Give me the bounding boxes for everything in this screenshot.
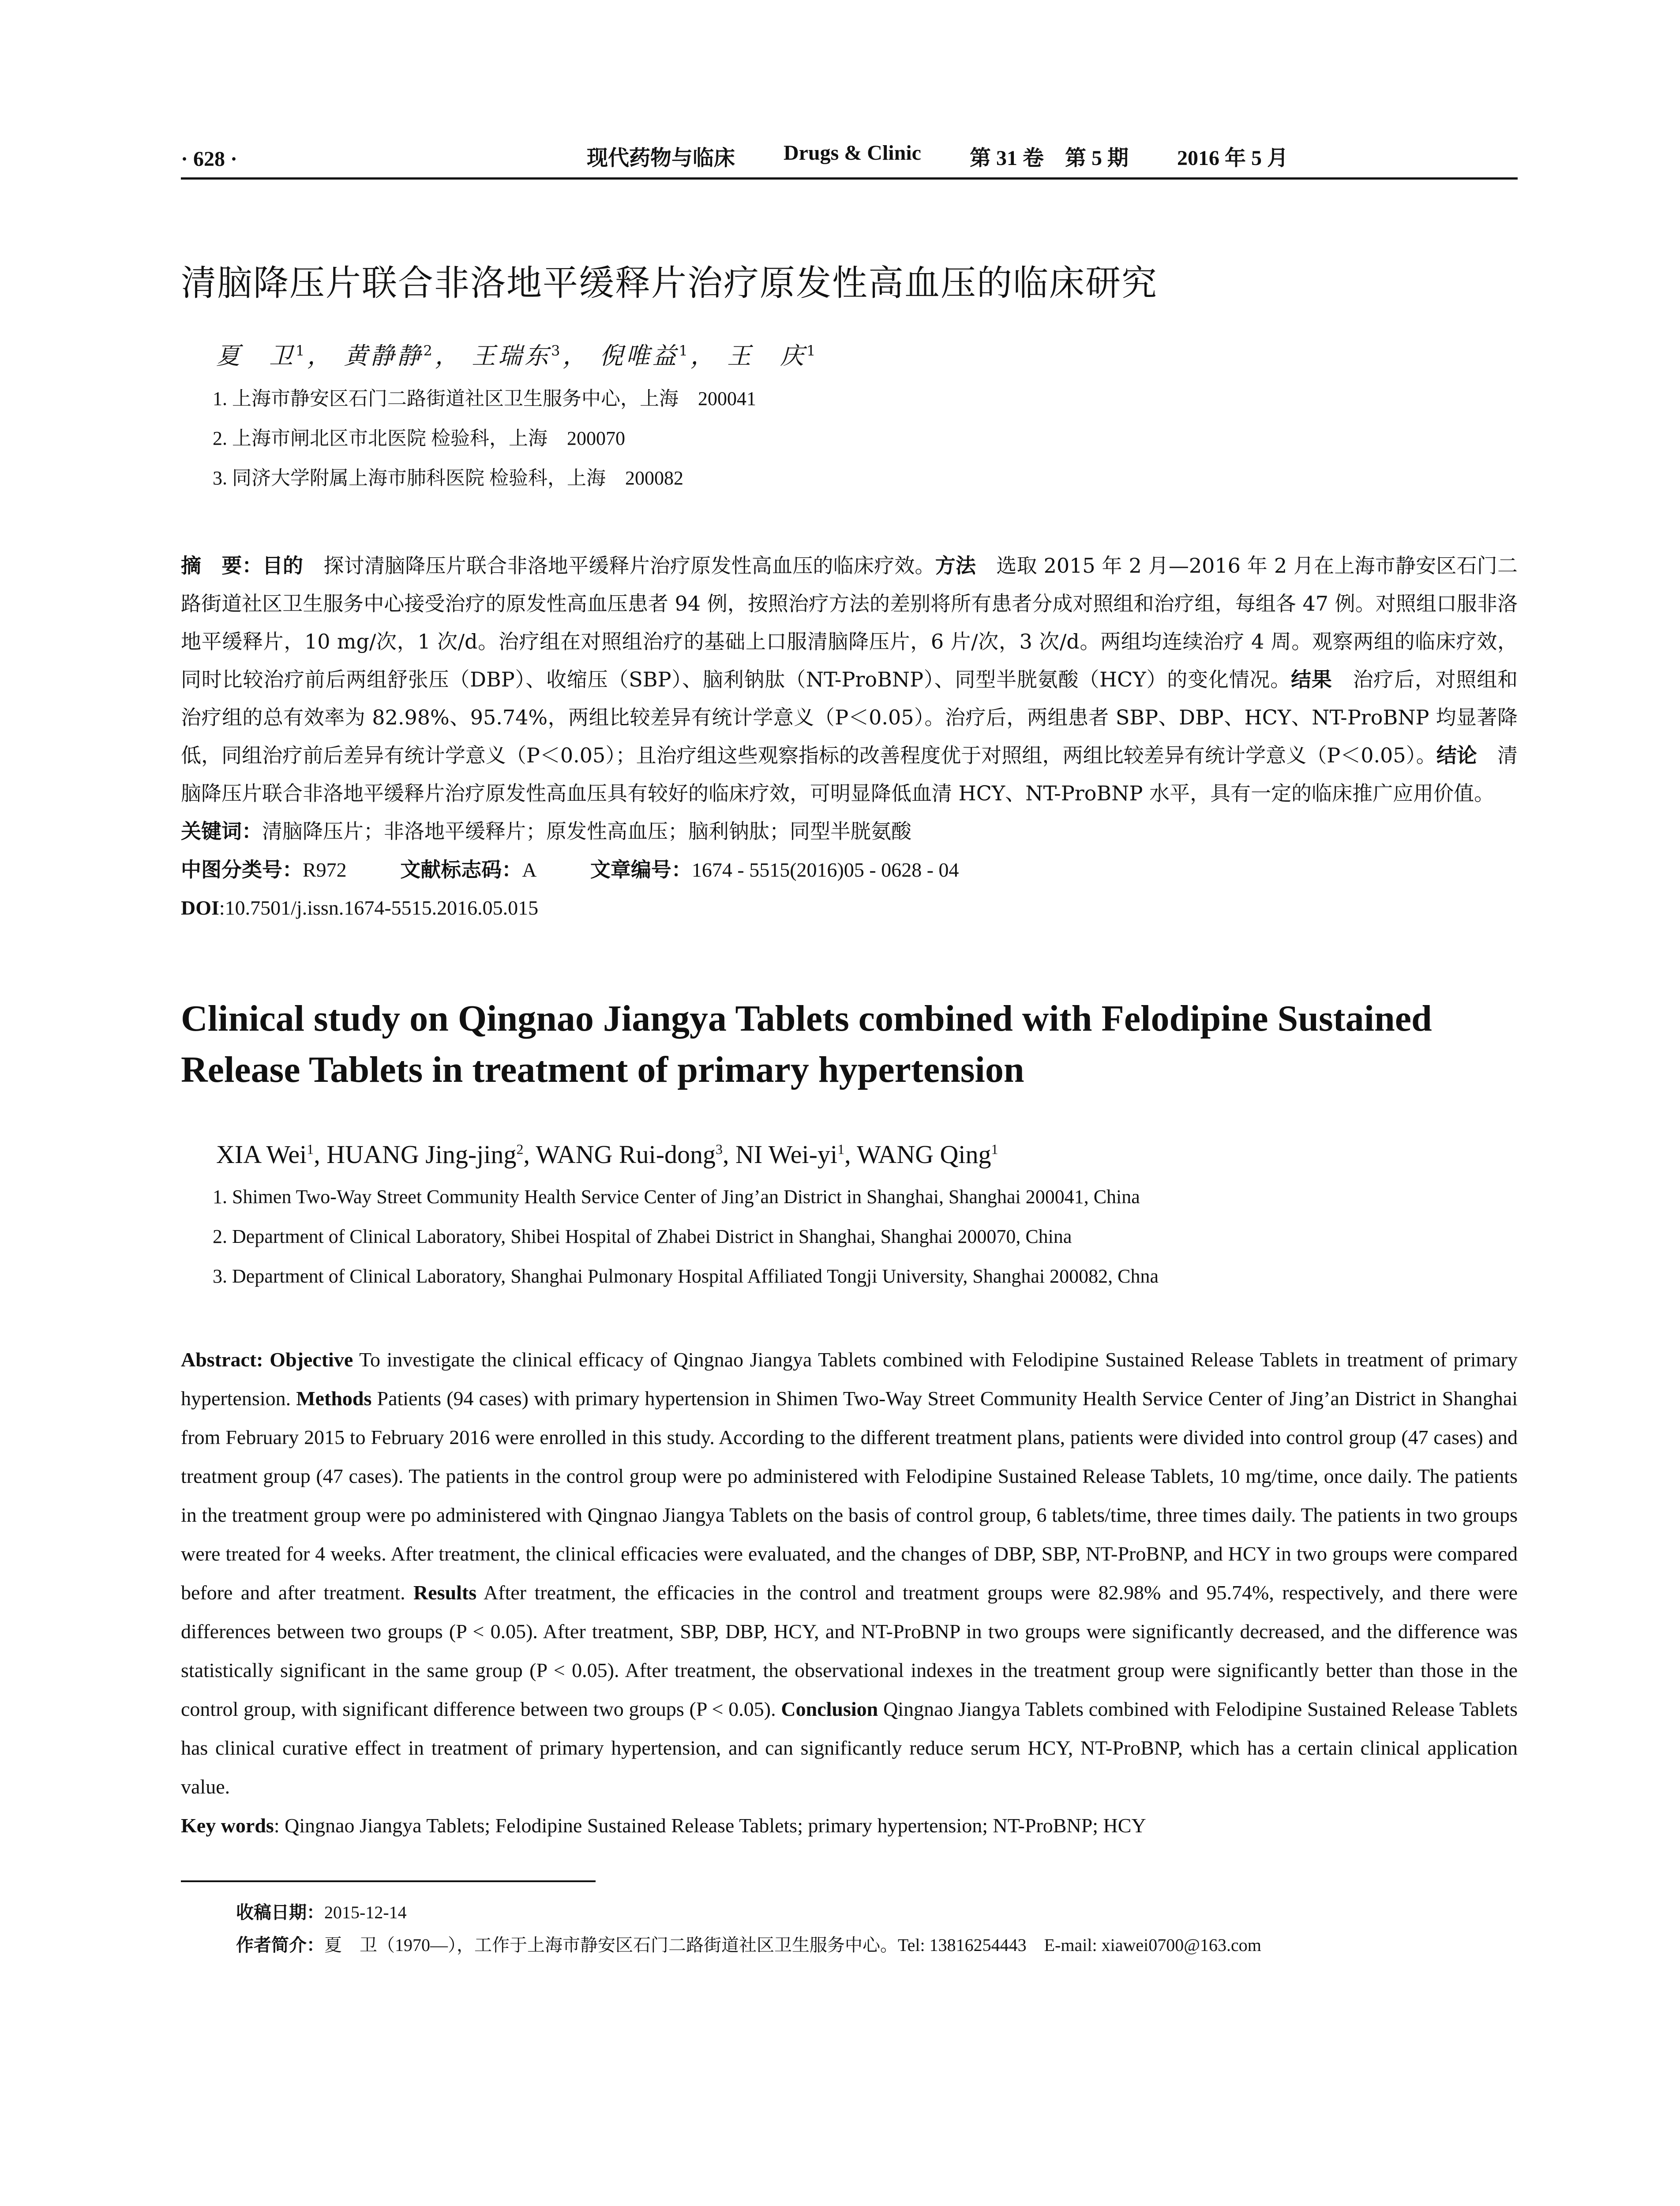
affiliation-en: 2. Department of Clinical Laboratory, Shibei Hospital of Zhabei District in Shanghai, Shanghai 200070, China [213,1226,1072,1247]
journal-info [587,141,1288,171]
affiliation-cn: 1. 上海市静安区石门二路街道社区卫生服务中心，上海 200041 [213,388,756,409]
footnote-divider [181,1880,596,1882]
authors-en [216,1140,1518,1169]
author-en: WANG Rui-dong$^3$, [536,1140,736,1169]
running-header [181,140,1518,180]
author-cn: 倪唯益$^1$， [599,342,717,370]
author-en: NI Wei-$yi^1$, [735,1140,857,1169]
affiliation-en: 1. Shimen Two-Way Street Community Health Service Center of Jing’an District in Shanghai, Shanghai 200041, China [213,1186,1140,1208]
journal-name-en: Drugs & Clinic [783,141,921,165]
keywords-en: Key words: Qingnao Jiangya Tablets; Felodipine Sustained Release Tablets; primary hypertension; NT-ProBNP; HCY [181,1814,1146,1837]
author-en: XIA Wei$^1$, [216,1140,327,1169]
author-cn: 王瑞东$^3$， [472,342,589,370]
affiliation-cn: 3. 同济大学附属上海市肺科医院 检验科，上海 200082 [213,467,683,489]
footnotes [236,1896,1518,1962]
doi-link[interactable]: :10.7501/j.issn.1674-5515.2016.05.015 [219,897,539,919]
author-cn: 夏 卫$^1$， [216,342,334,370]
title-cn: 清脑降压片联合非洛地平缓释片治疗原发性高血压的临床研究 [181,263,1158,304]
title-en: Clinical study on Qingnao Jiangya Tablets combined with Felodipine Sustained Release Tablets in treatment of primary hypertension [181,998,1432,1090]
affiliation-cn: 2. 上海市闸北区市北医院 检验科，上海 200070 [213,428,625,449]
affiliations-en [213,1177,1518,1296]
affiliations-cn [213,379,1518,498]
abstract-cn: 摘 要：目的 探讨清脑降压片联合非洛地平缓释片治疗原发性高血压的临床疗效。方法 选取 2015 年 2 月—2016 年 2 月在上海市静安区石门二路街道社区卫生服务中心接受治疗的原发性高血压患者 94 例，按照治疗方法的差别将所有患者分成对照组和治疗组，每组各 47 例。对照组口服非洛地平缓释片，10 mg/次，1 次/d。治疗组在对照组治疗的基础上口服清脑降压片，6 片/次，3 次/d。两组均连续治疗 4 周。观察两组的临床疗效，同时比较治疗前后两组舒张压（DBP）、收缩压（SBP）、脑利钠肽（NT-ProBNP）、同型半胱氨酸（HCY）的变化情况。结果 治疗后，对照组和治疗组的总有效率为 82.98%、95.74%，两组比较差异有统计学意义（P＜0.05）。治疗后，两组患者 SBP、DBP、HCY、NT-ProBNP 均显著降低，同组治疗前后差异有统计学意义（P＜0.05）；且治疗组这些观察指标的改善程度优于对照组，两组比较差异有统计学意义（P＜0.05）。结论 清脑降压片联合非洛地平缓释片治疗原发性高血压具有较好的临床疗效，可明显降低血清 HCY、NT-ProBNP 水平，具有一定的临床推广应用价值。 [181,554,1518,805]
author-cn: 黄静静$^2$， [344,342,461,370]
affiliation-en: 3. Department of Clinical Laboratory, Shanghai Pulmonary Hospital Affiliated Tongji University, Shanghai 200082, Chna [213,1265,1159,1287]
keywords-cn: 关键词：清脑降压片；非洛地平缓释片；原发性高血压；脑利钠肽；同型半胱氨酸 [181,819,911,843]
volume-issue: 第 31 卷 第 5 期 [969,146,1129,170]
doi-line: DOI:10.7501/j.issn.1674-5515.2016.05.015 [181,897,539,919]
classification-line: 中图分类号：R972 文献标志码：A 文章编号：1674 - 5515(2016)05 - 0628 - 04 [181,858,959,882]
abstract-en: Abstract: Objective To investigate the clinical efficacy of Qingnao Jiangya Tablets combined with Felodipine Sustained Release Tablets in treatment of primary hypertension. Methods Patients (94 cases) with primary hypertension in Shimen Two-Way Street Community Health Service Center of Jing’an District in Shanghai from February 2015 to February 2016 were enrolled in this study. According to the different treatment plans, patients were divided into control group (47 cases) and treatment group (47 cases). The patients in the control group were po administered with Felodipine Sustained Release Tablets, 10 mg/time, once daily. The patients in the treatment group were po administered with Qingnao Jiangya Tablets on the basis of control group, 6 tablets/time, three times daily. The patients in two groups were treated for 4 weeks. After treatment, the clinical efficacies were evaluated, and the changes of DBP, SBP, NT-ProBNP, and HCY in two groups were compared before and after treatment. Results After treatment, the efficacies in the control and treatment groups were 82.98% and 95.74%, respectively, and there were differences between two groups (P < 0.05). After treatment, SBP, DBP, HCY, and NT-ProBNP in two groups were significantly decreased, and the difference was statistically significant in the same group (P < 0.05). After treatment, the observational indexes in the treatment group were significantly better than those in the control group, with significant difference between two groups (P < 0.05). Conclusion Qingnao Jiangya Tablets combined with Felodipine Sustained Release Tablets has clinical curative effect in treatment of primary hypertension, and can significantly reduce serum HCY, NT-ProBNP, which has a certain clinical application value. [181,1348,1518,1798]
article-page [181,140,1518,1962]
author-cn: 王 庆$^1$ [727,342,818,370]
received-date: 收稿日期：2015-12-14 [236,1902,407,1923]
issue-date: 2016 年 5 月 [1177,146,1288,170]
page-number: · 628 · [181,147,238,171]
author-bio: 作者简介：夏 卫（1970—），工作于上海市静安区石门二路街道社区卫生服务中心。Tel: 13816254443 E-mail: xiawei0700@163.com [236,1935,1261,1955]
author-en: HUANG Jing-jing$^2$, [326,1140,536,1169]
author-en: WANG Qing$^1$ [857,1140,998,1169]
authors-cn [216,337,1518,371]
journal-name-cn: 现代药物与临床 [586,146,735,170]
